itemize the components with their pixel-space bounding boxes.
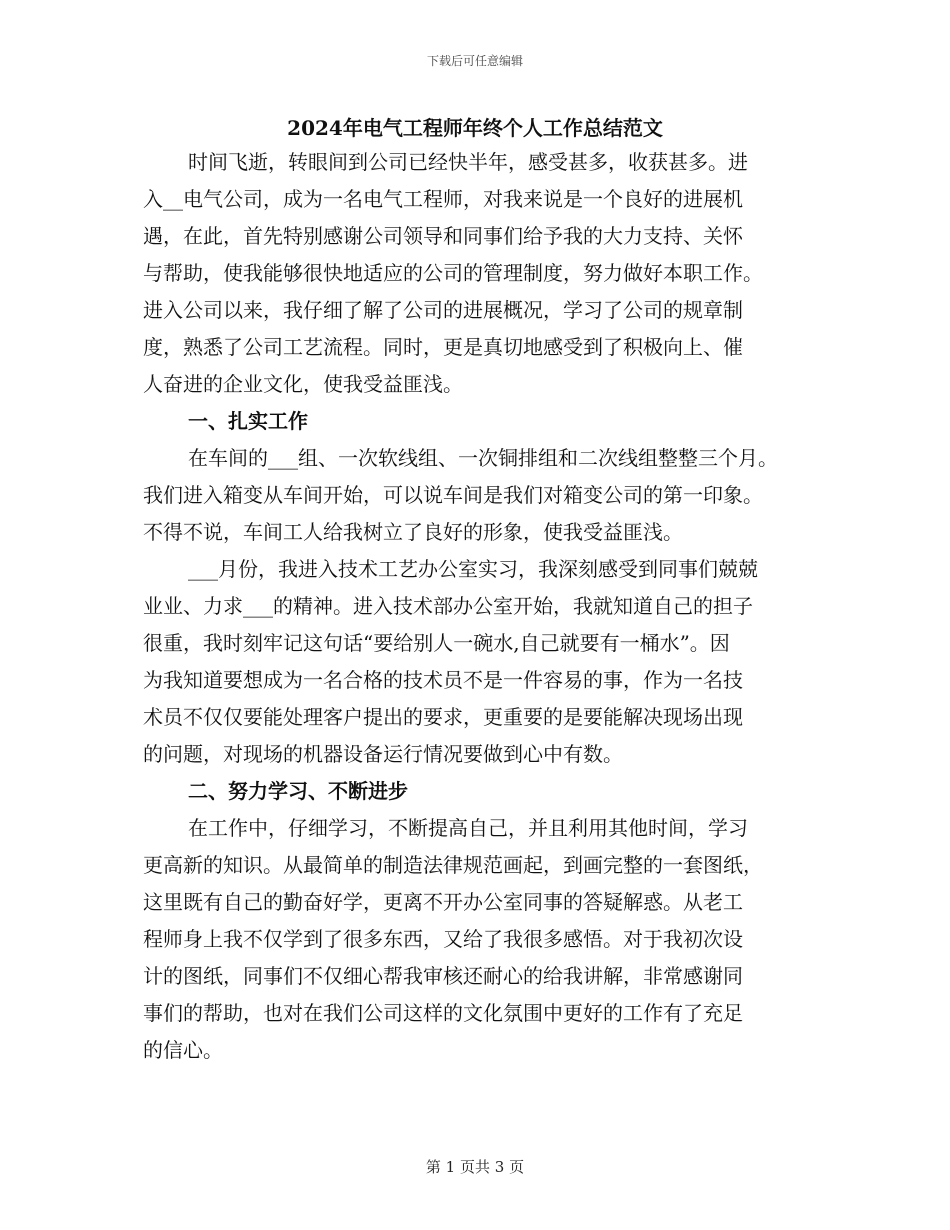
section-heading: 二、努力学习、不断进步 [188,779,408,803]
text-line: 术员不仅仅要能处理客户提出的要求，更重要的是要能解决现场出现 [143,705,743,729]
page-footer: 第 1 页共 3 页 [425,1158,525,1176]
paragraph-tech-office [143,551,823,773]
text-line: 在工作中，仔细学习，不断提高自己，并且利用其他时间，学习 [188,816,748,840]
document-title: 2024年电气工程师年终个人工作总结范文 [287,116,663,140]
text-line: 不得不说，车间工人给我树立了良好的形象，使我受益匪浅。 [143,520,683,544]
text-line: 入__电气公司，成为一名电气工程师，对我来说是一个良好的进展机 [143,187,743,211]
paragraph-workshop [143,440,823,551]
text-line: 的问题，对现场的机器设备运行情况要做到心中有数。 [143,742,623,766]
text-line: 进入公司以来，我仔细了解了公司的进展概况，学习了公司的规章制 [143,298,743,322]
text-line: ___月份，我进入技术工艺办公室实习，我深刻感受到同事们兢兢 [188,557,758,581]
section-heading: 一、扎实工作 [188,409,308,433]
page-header: 下载后可任意编辑 [426,54,523,68]
text-line: 事们的帮助，也对在我们公司这样的文化氛围中更好的工作有了充足 [143,1001,743,1025]
text-line: 的信心。 [143,1038,223,1062]
text-line: 时间飞逝，转眼间到公司已经快半年，感受甚多，收获甚多。进 [188,150,748,174]
text-line: 程师身上我不仅学到了很多东西，又给了我很多感悟。对于我初次设 [143,927,743,951]
document-body [143,144,823,1069]
text-line: 更高新的知识。从最简单的制造法律规范画起，到画完整的一套图纸， [143,853,763,877]
paragraph-learning [143,810,823,1069]
paragraph-intro [143,144,823,403]
text-line: 人奋进的企业文化，使我受益匪浅。 [143,372,463,396]
text-line: 很重，我时刻牢记这句话“要给别人一碗水,自己就要有一桶水”。因 [143,631,730,655]
text-line: 遇，在此，首先特别感谢公司领导和同事们给予我的大力支持、关怀 [143,224,743,248]
text-line: 计的图纸，同事们不仅细心帮我审核还耐心的给我讲解，非常感谢同 [143,964,743,988]
text-line: 为我知道要想成为一名合格的技术员不是一件容易的事，作为一名技 [143,668,743,692]
text-line: 度，熟悉了公司工艺流程。同时，更是真切地感受到了积极向上、催 [143,335,743,359]
text-line: 这里既有自己的勤奋好学，更离不开办公室同事的答疑解惑。从老工 [143,890,743,914]
text-line: 业业、力求___的精神。进入技术部办公室开始，我就知道自己的担子 [143,594,753,618]
text-line: 在车间的___组、一次软线组、一次铜排组和二次线组整整三个月。 [188,446,778,470]
text-line: 与帮助，使我能够很快地适应的公司的管理制度，努力做好本职工作。 [143,261,763,285]
text-line: 我们进入箱变从车间开始，可以说车间是我们对箱变公司的第一印象。 [143,483,763,507]
